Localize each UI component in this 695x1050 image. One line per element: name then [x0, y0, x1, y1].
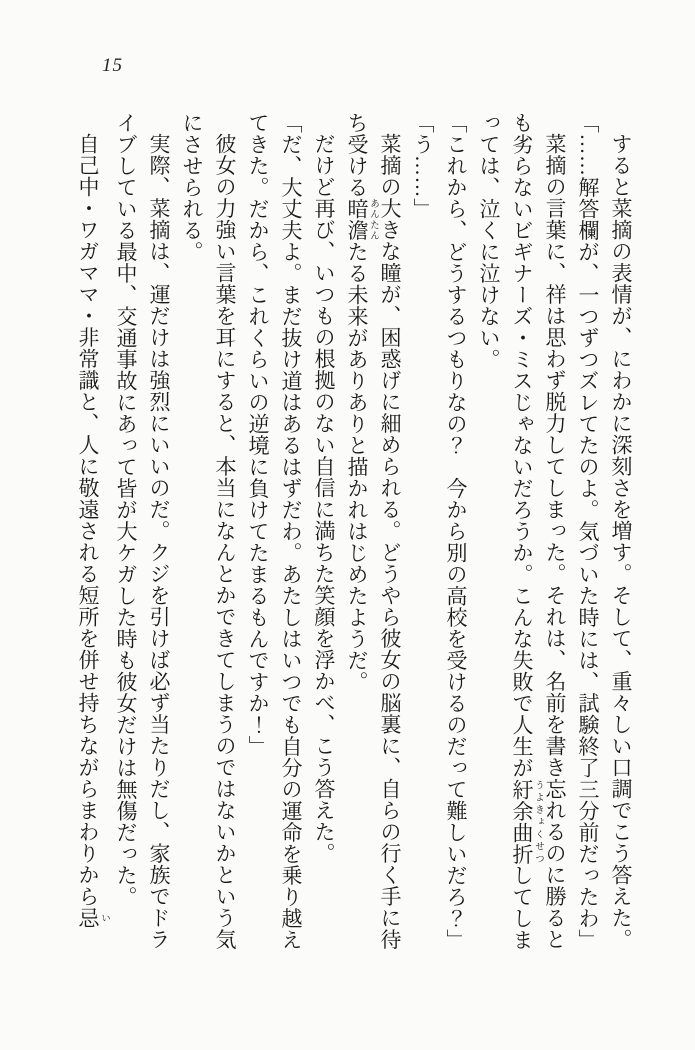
furigana: うよきょくせつ	[533, 778, 543, 865]
furigana: あんたん	[368, 198, 378, 241]
dialogue-paragraph: 「だ、大丈夫よ。まだ抜け道はあるはずだわ。あたしはいつでも自分の運命を乗り越えてきた。だから、これくらいの逆境に負けてたまるもんですか！」	[246, 112, 303, 951]
narration-paragraph: 自己中・ワガママ・非常識と、人に敬遠される短所を併せ持ちながらまわりから忌 い	[76, 133, 109, 929]
text-block	[73, 112, 637, 954]
furigana: い	[99, 907, 109, 929]
page-number: 15	[102, 55, 123, 76]
ruby-annotated-word: 暗澹 あんたん	[345, 198, 378, 241]
narration-paragraph: 実際、菜摘は、運だけは強烈にいいのだ。クジを引けば必ず当たりだし、家族でドライブしている最中、交通事故にあって皆が大ケガした時も彼女だけは無傷だった。	[114, 112, 171, 950]
ruby-annotated-word: 紆余曲折 うよきょくせつ	[510, 778, 543, 865]
narration-paragraph: すると菜摘の表情が、にわかに深刻さを増す。そして、重々しい口調でこう答えた。	[609, 133, 633, 950]
dialogue-paragraph: 「……解答欄が、一つずつズレてたのよ。気づいた時には、試験終了三分前だったわ」	[576, 112, 600, 951]
dialogue-paragraph: 「これから、どうするつもりなの？ 今から別の高校を受けるのだって難しいだろ？」	[444, 112, 468, 951]
ruby-annotated-word: 忌 い	[76, 907, 109, 929]
dialogue-paragraph: 「う……」	[411, 112, 435, 220]
narration-paragraph: 菜摘の大きな瞳が、困惑げに細められる。どうやら彼女の脳裏に、自らの行く手に待ち受ける暗澹 あんたんたる未来がありありと描かれはじめたようだ。	[345, 112, 402, 950]
narration-paragraph: だけど再び、いつもの根拠のない自信に満ちた笑顔を浮かべ、こう答えた。	[312, 133, 336, 864]
narration-paragraph: 菜摘の言葉に、祥は思わず脱力してしまった。それは、名前を書き忘れるのに勝るとも劣らないビギナーズ・ミスじゃないだろうか。こんな失敗で人生が紆余曲折 うよきょくせつしてしまっては、泣くに泣けない。	[477, 112, 567, 951]
narration-paragraph: 彼女の力強い言葉を耳にすると、本当になんとかできてしまうのではないかという気にさせられる。	[180, 112, 237, 950]
